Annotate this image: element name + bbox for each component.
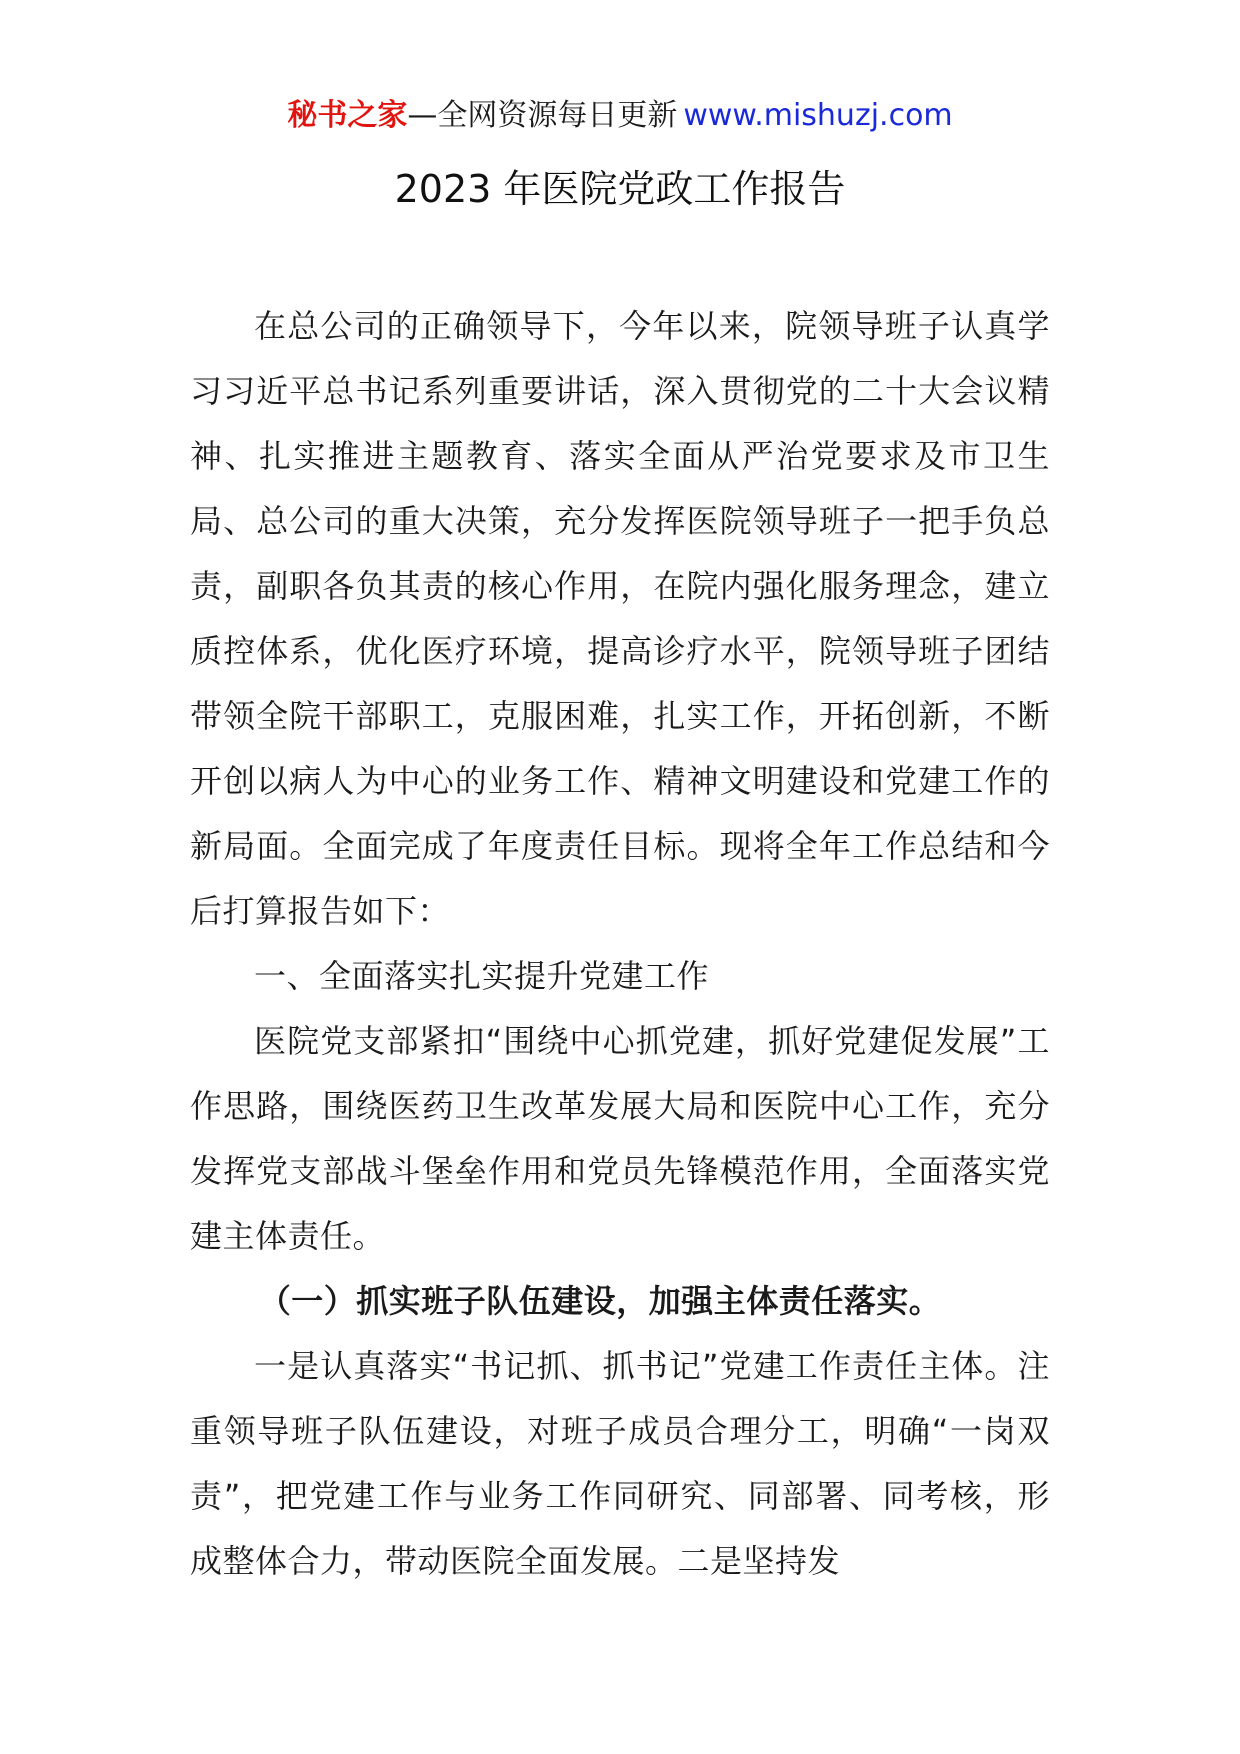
banner-url[interactable]: www.mishuzj.com bbox=[683, 98, 953, 133]
section-heading: 一、全面落实扎实提升党建工作 bbox=[254, 957, 710, 995]
document-body bbox=[190, 294, 1050, 1594]
document-title: 2023 年医院党政工作报告 bbox=[394, 167, 846, 211]
subsection-paragraph: 一是认真落实“书记抓、抓书记”党建工作责任主体。注重领导班子队伍建设，对班子成员合理分工，明确“一岗双责”，把党建工作与业务工作同研究、同部署、同考核，形成整体合力，带动医院全面发展。二是坚持发 bbox=[190, 1347, 1050, 1580]
brand-name: 秘书之家 bbox=[287, 98, 408, 133]
subsection-heading: （一）抓实班子队伍建设，加强主体责任落实。 bbox=[258, 1282, 942, 1320]
watermark-banner bbox=[0, 98, 1240, 134]
section-paragraph: 医院党支部紧扣“围绕中心抓党建，抓好党建促发展”工作思路，围绕医药卫生改革发展大局和医院中心工作，充分发挥党支部战斗堡垒作用和党员先锋模范作用，全面落实党建主体责任。 bbox=[190, 1022, 1050, 1255]
banner-slogan: —全网资源每日更新 bbox=[407, 98, 678, 133]
intro-paragraph: 在总公司的正确领导下，今年以来，院领导班子认真学习习近平总书记系列重要讲话，深入贯彻党的二十大会议精神、扎实推进主题教育、落实全面从严治党要求及市卫生局、总公司的重大决策，充分发挥医院领导班子一把手负总责，副职各负其责的核心作用，在院内强化服务理念，建立质控体系，优化医疗环境，提高诊疗水平，院领导班子团结带领全院干部职工，克服困难，扎实工作，开拓创新，不断开创以病人为中心的业务工作、精神文明建设和党建工作的新局面。全面完成了年度责任目标。现将全年工作总结和今后打算报告如下： bbox=[190, 307, 1050, 930]
